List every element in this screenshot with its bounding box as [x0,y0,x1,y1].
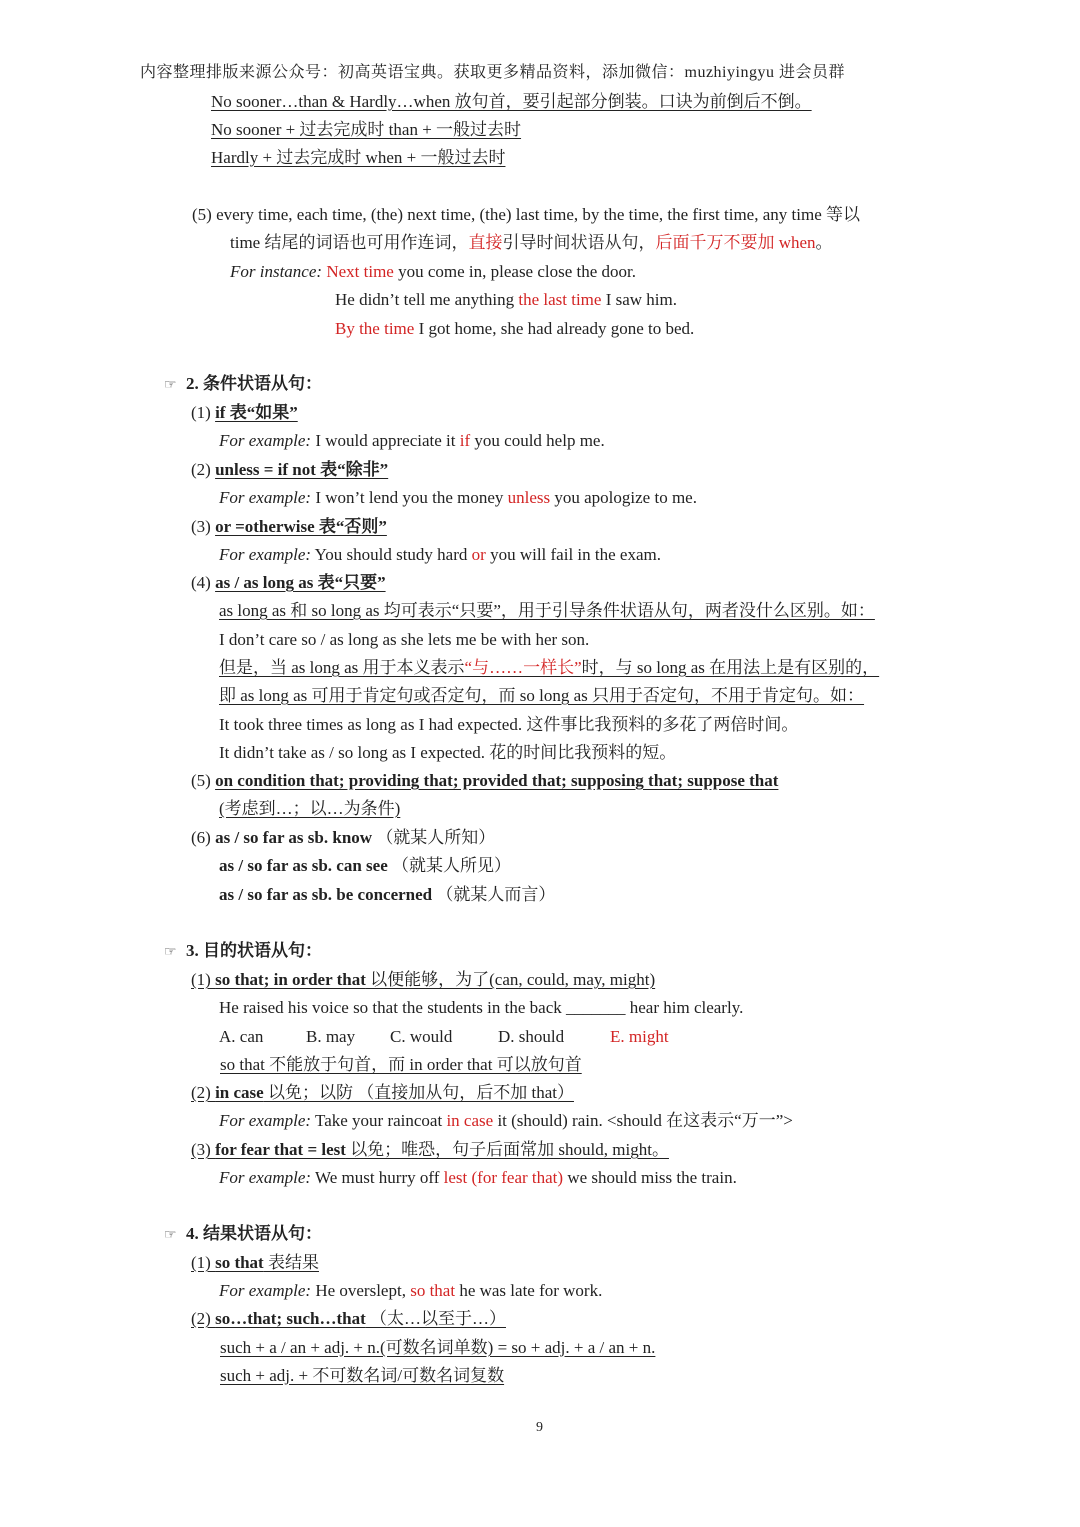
heading-text: 3. 目的状语从句： [186,941,322,960]
list-item [219,883,555,907]
example-line [219,486,697,510]
item-title: on condition that; providing that; provided that; supposing that; suppose that [215,771,779,790]
item-number: (4) [191,573,216,592]
text: 引导时间状语从句， [502,233,656,252]
text: 表结果 [263,1253,319,1272]
item-number: (5) [191,771,216,790]
heading-text: 4. 结果状语从句： [186,1224,322,1243]
example-line: I don’t care so / as long as she lets me be with her son. [219,630,590,649]
list-item [191,1307,506,1331]
highlight-text: “与……一样长” [464,658,582,677]
highlight-text: in case [446,1111,494,1130]
list-item [191,515,387,539]
example-line [219,1166,737,1190]
item-text: (5) every time, each time, (the) next time, (the) last time, by the time, the first time, any time 等以 [192,205,860,224]
rule-line: No sooner + 过去完成时 than + 一般过去时 [211,120,522,139]
text: you apologize to me. [550,488,697,507]
example-line [335,288,677,312]
note-line: (考虑到…；以…为条件) [219,799,401,818]
note-line [219,656,879,680]
item-number: (1) [191,970,216,989]
example-line: It didn’t take as / so long as I expected. 花的时间比我预料的短。 [219,743,677,762]
phrase-meaning: （就某人所见） [387,856,511,875]
item-number: (3) [191,517,216,536]
text: He didn’t tell me anything [335,290,519,309]
list-item [219,854,511,878]
highlight-text: unless [507,488,551,507]
text: 以免；以防 （直接加从句，后不加 that） [263,1083,574,1102]
item-title: in case [215,1083,264,1102]
item-title: or =otherwise 表“否则” [215,517,387,536]
item-title: if 表“如果” [215,403,298,422]
heading-text: 2. 条件状语从句： [186,374,322,393]
example-label: For instance: [230,262,323,281]
highlight-text: 后面千万不要加 when [655,233,816,252]
page-number: 9 [536,1420,543,1435]
example-label: For example: [219,488,312,507]
item-number: (1) [191,403,216,422]
section-heading [164,939,322,965]
text: you will fail in the exam. [485,545,661,564]
highlight-text: the last time [518,290,602,309]
option-d: D. should [498,1027,565,1046]
highlight-text: Next time [326,262,394,281]
option-e-answer: E. might [610,1027,669,1046]
text: I would appreciate it [311,431,460,450]
item-number: (6) [191,828,216,847]
text: 时，与 so long as 在用法上是有区别的， [581,658,880,677]
note-line: so that 不能放于句首，而 in order that 可以放句首 [220,1055,582,1074]
example-line [219,543,661,567]
text: you could help me. [470,431,605,450]
item-title: for fear that = lest [215,1140,346,1159]
list-item [191,826,495,850]
highlight-text: 直接 [468,233,503,252]
item-number: (2) [191,1083,216,1102]
item-title: so that [215,1253,264,1272]
note-line: as long as 和 so long as 均可表示“只要”，用于引导条件状语从句，两者没什么区别。如： [219,601,875,620]
text: I won’t lend you the money [311,488,508,507]
formula-line: such + a / an + adj. + n.(可数名词单数) = so + adj. + a / an + n. [220,1338,656,1357]
list-item [191,1081,574,1105]
option-a: A. can [219,1027,264,1046]
example-line [219,1109,793,1133]
text: 。 [815,233,833,252]
text: Take your raincoat [311,1111,447,1130]
highlight-text: if [459,431,471,450]
item-number: (2) [191,460,216,479]
pointing-hand-icon: ☞ [164,945,177,960]
list-item [191,1251,319,1275]
text: he was late for work. [455,1281,603,1300]
item-number: (3) [191,1140,216,1159]
section-heading [164,1222,322,1248]
option-b: B. may [306,1027,356,1046]
example-label: For example: [219,1111,312,1130]
example-label: For example: [219,431,312,450]
rule-line: Hardly + 过去完成时 when + 一般过去时 [211,148,506,167]
text: 但是，当 as long as 用于本义表示 [219,658,465,677]
item-number: (2) [191,1309,216,1328]
formula-line: such + adj. + 不可数名词/可数名词复数 [220,1366,505,1385]
list-item [191,571,386,595]
example-label: For example: [219,545,312,564]
rule-line: No sooner…than & Hardly…when 放句首，要引起部分倒装。口诀为前倒后不倒。 [211,92,812,111]
text: （太…以至于…） [365,1309,506,1328]
note-line: 即 as long as 可用于肯定句或否定句，而 so long as 只用于否定句，不用于肯定句。如： [219,686,865,705]
example-line [335,317,694,341]
highlight-text: By the time [335,319,415,338]
text: 以免；唯恐，句子后面常加 should, might。 [345,1140,669,1159]
item-title: so that; in order that [215,970,366,989]
phrase: as / so far as sb. know [215,828,373,847]
example-label: For example: [219,1281,312,1300]
item-title: as / as long as 表“只要” [215,573,386,592]
text: time 结尾的词语也可用作连词， [230,233,469,252]
text: We must hurry off [311,1168,444,1187]
list-item [191,1138,669,1162]
text: He overslept, [311,1281,411,1300]
phrase: as / so far as sb. be concerned [219,885,433,904]
section-heading [164,372,322,398]
phrase-meaning: （就某人而言） [432,885,556,904]
item-text [230,231,833,255]
pointing-hand-icon: ☞ [164,378,177,393]
text: we should miss the train. [563,1168,737,1187]
example-line: It took three times as long as I had expected. 这件事比我预料的多花了两倍时间。 [219,715,799,734]
list-item [191,968,655,992]
list-item [191,401,298,425]
phrase-meaning: （就某人所知） [372,828,496,847]
text: You should study hard [311,545,472,564]
example-line [230,260,636,284]
highlight-text: lest (for fear that) [443,1168,564,1187]
example-line [219,429,605,453]
text: I saw him. [601,290,677,309]
example-line [219,1279,602,1303]
option-c: C. would [390,1027,453,1046]
item-title: so…that; such…that [215,1309,366,1328]
item-number: (1) [191,1253,216,1272]
list-item [191,769,778,793]
text: you come in, please close the door. [393,262,637,281]
list-item [191,458,388,482]
text: 以便能够，为了(can, could, may, might) [365,970,656,989]
item-title: unless = if not 表“除非” [215,460,389,479]
phrase: as / so far as sb. can see [219,856,388,875]
highlight-text: so that [410,1281,456,1300]
pointing-hand-icon: ☞ [164,1228,177,1243]
text: it (should) rain. <should 在这表示“万一”> [493,1111,793,1130]
example-label: For example: [219,1168,312,1187]
text: I got home, she had already gone to bed. [414,319,695,338]
highlight-text: or [471,545,486,564]
question-text: He raised his voice so that the students in the back _______ hear him clearly. [219,998,744,1017]
page-header: 内容整理排版来源公众号：初高英语宝典。获取更多精品资料，添加微信：muzhiyingyu 进会员群 [140,64,845,81]
